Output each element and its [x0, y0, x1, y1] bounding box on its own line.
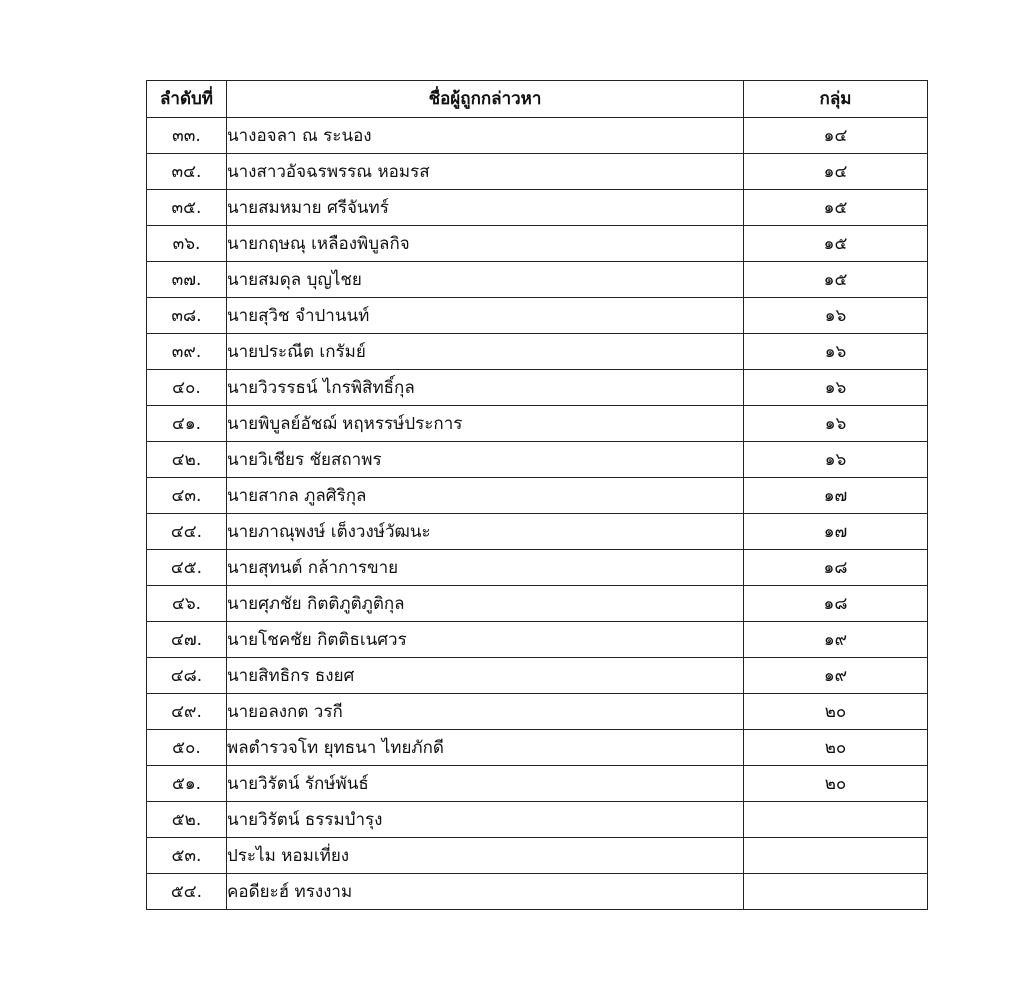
- row-order-number: ๔๔.: [147, 514, 227, 550]
- row-order-number: ๔๕.: [147, 550, 227, 586]
- row-group: ๑๖: [744, 370, 928, 406]
- row-accused-name: นายกฤษณุ เหลืองพิบูลกิจ: [227, 226, 744, 262]
- row-accused-name: นายวิวรรธน์ ไกรพิสิทธิ์กุล: [227, 370, 744, 406]
- row-group: ๑๖: [744, 298, 928, 334]
- table-row: [147, 586, 928, 622]
- table-row: [147, 262, 928, 298]
- row-group: ๑๖: [744, 334, 928, 370]
- table-row: [147, 154, 928, 190]
- row-accused-name: นายวิเชียร ชัยสถาพร: [227, 442, 744, 478]
- row-order-number: ๕๑.: [147, 766, 227, 802]
- row-order-number: ๕๓.: [147, 838, 227, 874]
- table-row: [147, 226, 928, 262]
- table-row: [147, 298, 928, 334]
- header-group: กลุ่ม: [744, 81, 928, 118]
- row-accused-name: นายศุภชัย กิตติภูติภูติกุล: [227, 586, 744, 622]
- table-row: [147, 442, 928, 478]
- row-group: ๑๖: [744, 442, 928, 478]
- row-order-number: ๔๗.: [147, 622, 227, 658]
- row-group: ๑๕: [744, 262, 928, 298]
- row-accused-name: นายสิทธิกร ธงยศ: [227, 658, 744, 694]
- row-group: ๒๐: [744, 694, 928, 730]
- row-accused-name: นางอจลา ณ ระนอง: [227, 118, 744, 154]
- table-row: [147, 334, 928, 370]
- row-order-number: ๔๖.: [147, 586, 227, 622]
- row-group: ๑๕: [744, 190, 928, 226]
- row-order-number: ๔๐.: [147, 370, 227, 406]
- table-row: [147, 406, 928, 442]
- row-accused-name: นายสุวิช จำปานนท์: [227, 298, 744, 334]
- row-accused-name: นายสมดุล บุญไชย: [227, 262, 744, 298]
- row-accused-name: นายประณีต เกรัมย์: [227, 334, 744, 370]
- header-name: ชื่อผู้ถูกกล่าวหา: [227, 81, 744, 118]
- table-body: [147, 118, 928, 910]
- row-order-number: ๔๙.: [147, 694, 227, 730]
- row-accused-name: นายสมหมาย ศรีจันทร์: [227, 190, 744, 226]
- row-order-number: ๔๒.: [147, 442, 227, 478]
- row-accused-name: นางสาวอัจฉรพรรณ หอมรส: [227, 154, 744, 190]
- table-row: [147, 118, 928, 154]
- row-group: ๑๙: [744, 622, 928, 658]
- table-row: [147, 550, 928, 586]
- row-order-number: ๕๐.: [147, 730, 227, 766]
- row-order-number: ๓๗.: [147, 262, 227, 298]
- header-row: [147, 81, 928, 118]
- row-accused-name: นายภาณุพงษ์ เต็งวงษ์วัฒนะ: [227, 514, 744, 550]
- row-order-number: ๓๘.: [147, 298, 227, 334]
- row-accused-name: นายวิรัตน์ ธรรมบำรุง: [227, 802, 744, 838]
- row-accused-name: นายวิรัตน์ รักษ์พันธ์: [227, 766, 744, 802]
- row-group: ๑๘: [744, 586, 928, 622]
- table-row: [147, 658, 928, 694]
- row-order-number: ๕๒.: [147, 802, 227, 838]
- row-group: ๑๗: [744, 478, 928, 514]
- row-accused-name: นายสุทนต์ กล้าการขาย: [227, 550, 744, 586]
- header-order: ลำดับที่: [147, 81, 227, 118]
- table-row: [147, 370, 928, 406]
- row-group: ๑๖: [744, 406, 928, 442]
- row-accused-name: นายพิบูลย์อัชฌ์ หฤหรรษ์ประการ: [227, 406, 744, 442]
- row-order-number: ๓๙.: [147, 334, 227, 370]
- row-accused-name: นายโชคชัย กิตติธเนศวร: [227, 622, 744, 658]
- row-group: [744, 874, 928, 910]
- row-accused-name: คอดียะฮ์ ทรงงาม: [227, 874, 744, 910]
- row-group: ๒๐: [744, 730, 928, 766]
- table-row: [147, 514, 928, 550]
- row-group: ๑๙: [744, 658, 928, 694]
- row-order-number: ๓๕.: [147, 190, 227, 226]
- row-accused-name: นายอลงกต วรกี: [227, 694, 744, 730]
- row-group: ๑๔: [744, 118, 928, 154]
- row-group: ๑๕: [744, 226, 928, 262]
- table-row: [147, 622, 928, 658]
- row-order-number: ๔๘.: [147, 658, 227, 694]
- row-group: [744, 838, 928, 874]
- row-group: ๒๐: [744, 766, 928, 802]
- table-header: [147, 81, 928, 118]
- accused-table: [146, 80, 928, 910]
- row-order-number: ๕๔.: [147, 874, 227, 910]
- row-group: ๑๗: [744, 514, 928, 550]
- row-order-number: ๓๔.: [147, 154, 227, 190]
- row-accused-name: ประไม หอมเที่ยง: [227, 838, 744, 874]
- row-accused-name: พลตำรวจโท ยุทธนา ไทยภักดี: [227, 730, 744, 766]
- table-row: [147, 694, 928, 730]
- row-group: ๑๔: [744, 154, 928, 190]
- table-row: [147, 874, 928, 910]
- row-order-number: ๓๖.: [147, 226, 227, 262]
- table-row: [147, 766, 928, 802]
- row-order-number: ๔๓.: [147, 478, 227, 514]
- row-order-number: ๓๓.: [147, 118, 227, 154]
- table-row: [147, 838, 928, 874]
- row-accused-name: นายสากล ภูลศิริกุล: [227, 478, 744, 514]
- row-order-number: ๔๑.: [147, 406, 227, 442]
- row-group: ๑๘: [744, 550, 928, 586]
- table-row: [147, 190, 928, 226]
- table-row: [147, 730, 928, 766]
- table-row: [147, 802, 928, 838]
- row-group: [744, 802, 928, 838]
- table-row: [147, 478, 928, 514]
